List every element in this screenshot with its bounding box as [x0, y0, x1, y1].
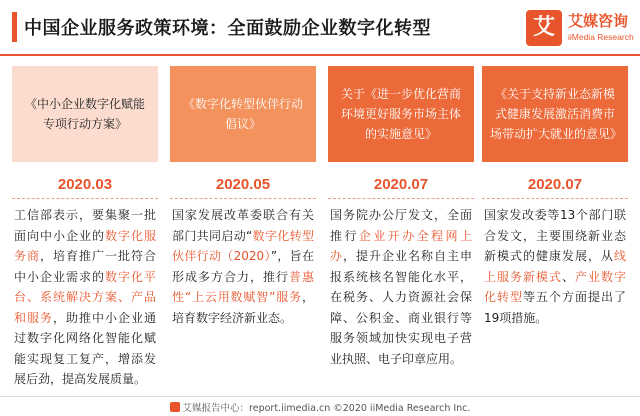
highlight-text: 数字化转型伙伴行动（2020） — [172, 228, 314, 263]
policy-box-3 — [328, 66, 474, 162]
body-text: 、 — [561, 269, 575, 284]
policy-separator-1 — [12, 198, 158, 199]
header-divider — [0, 54, 640, 56]
highlight-text: 数字化平台、系统解决方案、产品和服务 — [14, 269, 156, 325]
highlight-text: 数字化服务商 — [14, 228, 156, 263]
logo-name-en: iiMedia Research — [568, 32, 634, 42]
page-title: 中国企业服务政策环境：全面鼓励企业数字化转型 — [24, 18, 431, 39]
policy-title-2: 《数字化转型伙伴行动倡议》 — [182, 97, 303, 131]
policy-description-2 — [172, 205, 314, 328]
policy-title-4: 《关于支持新业态新模式健康发展激活消费市场带动扩大就业的意见》 — [490, 87, 623, 141]
policy-separator-3 — [328, 198, 474, 199]
footer — [0, 400, 640, 414]
policy-box-2 — [170, 66, 316, 162]
policy-description-4 — [484, 205, 626, 328]
body-text: 等五个方面提出了19项措施。 — [484, 290, 626, 325]
logo-name-cn: 艾媒咨询 — [568, 12, 629, 30]
highlight-text: 线上服务新模式 — [484, 249, 626, 284]
footer-divider — [0, 396, 640, 397]
policy-description-1 — [14, 205, 156, 390]
body-text: ”，旨在形成多方合力，推行 — [172, 249, 314, 284]
report-icon — [170, 402, 180, 412]
logo — [526, 8, 638, 48]
policy-description-3 — [330, 205, 472, 369]
body-text: ，提升企业名称自主申报系统核名智能化水平，在税务、人力资源社会保障、公积金、商业银行等服务领域加快实现电子营业执照、电子印章应用。 — [330, 249, 472, 366]
body-text: ，培育数字经济新业态。 — [172, 290, 314, 325]
body-text: 国家发改委等13个部门联合发文，主要围绕新业态新模式的健康发展，从 — [484, 208, 626, 263]
policy-date-4: 2020.07 — [527, 176, 583, 193]
footer-text: 艾媒报告中心：report.iimedia.cn ©2020 iiMedia Research Inc. — [182, 403, 471, 414]
highlight-text: 普惠性“上云用数赋智”服务 — [172, 269, 314, 304]
highlight-text: 企业开办全程网上办 — [330, 228, 472, 263]
policy-separator-2 — [170, 198, 316, 199]
policy-date-3: 2020.07 — [373, 176, 429, 193]
policy-box-1 — [12, 66, 158, 162]
policy-title-3: 关于《进一步优化营商环境更好服务市场主体的实施意见》 — [340, 87, 461, 141]
policy-date-1: 2020.03 — [57, 176, 113, 193]
body-text: ，助推中小企业通过数字化网络化智能化赋能实现复工复产，增添发展后劲，提高发展质量。 — [14, 310, 156, 386]
policy-separator-4 — [482, 198, 628, 199]
body-text: 工信部表示，要集聚一批面向中小企业的 — [14, 208, 156, 243]
title-accent-bar — [12, 12, 17, 42]
body-text: ，培育推广一批符合中小企业需求的 — [14, 249, 156, 284]
highlight-text: 产业数字化转型 — [484, 269, 626, 304]
body-text: 国家发展改革委联合有关部门共同启动“ — [172, 208, 314, 243]
policy-box-4 — [482, 66, 628, 162]
logo-mark: 艾 — [526, 10, 562, 46]
policy-date-2: 2020.05 — [215, 176, 271, 193]
policy-title-1: 《中小企业数字化赋能专项行动方案》 — [24, 97, 145, 131]
body-text: 国务院办公厅发文，全面推行 — [330, 208, 472, 243]
